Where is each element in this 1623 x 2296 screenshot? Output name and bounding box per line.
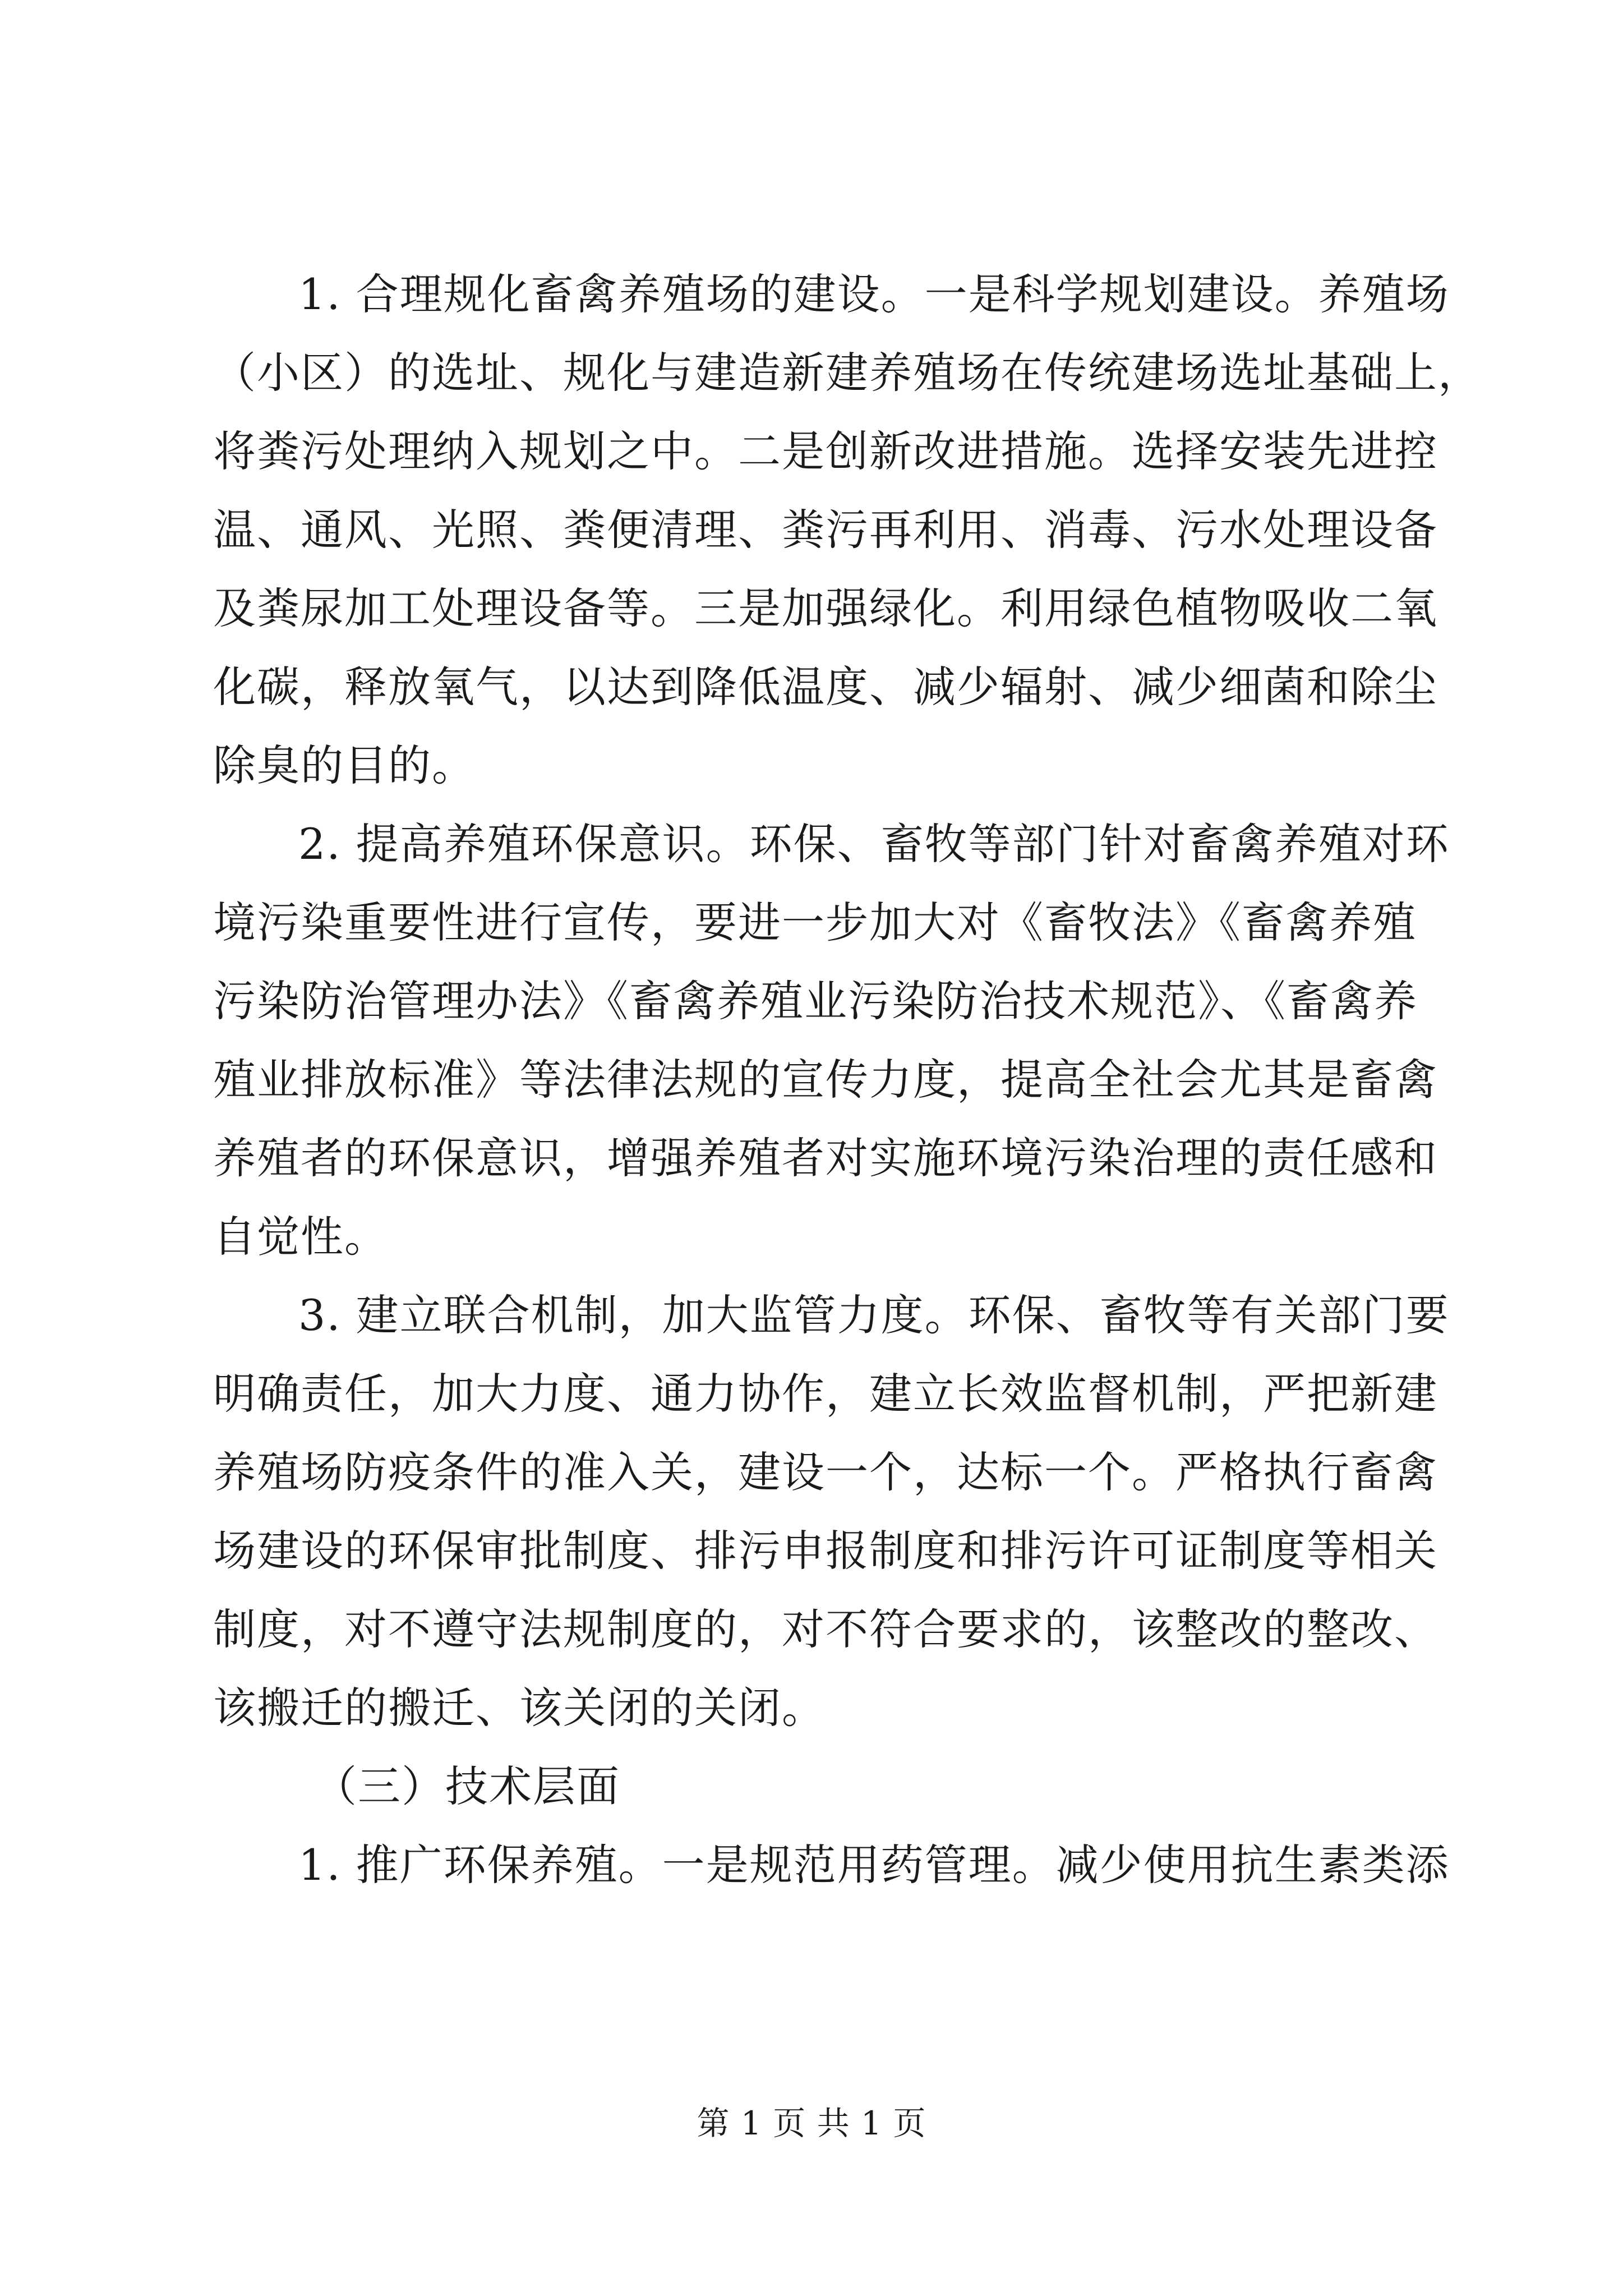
- page-footer: 第 1 页 共 1 页: [697, 2104, 926, 2142]
- paragraph-2-line-2: 境污染重要性进行宣传，要进一步加大对《畜牧法》《畜禽养殖: [213, 898, 1417, 947]
- paragraph-2-line-4: 殖业排放标准》等法律法规的宣传力度，提高全社会尤其是畜禽: [213, 1055, 1438, 1105]
- paragraph-4-line-1: 1. 推广环保养殖。一是规范用药管理。减少使用抗生素类添: [298, 1840, 1450, 1890]
- paragraph-1-line-6: 化碳，释放氧气，以达到降低温度、减少辐射、减少细菌和除尘: [213, 662, 1438, 712]
- paragraph-1-line-1: 1. 合理规化畜禽养殖场的建设。一是科学规划建设。养殖场: [298, 269, 1450, 319]
- paragraph-1-line-2: （小区）的选址、规化与建造新建养殖场在传统建场选址基础上，: [213, 348, 1482, 398]
- document-body: [213, 255, 1482, 1904]
- paragraph-3-line-6: 该搬迁的搬迁、该关闭的关闭。: [213, 1683, 826, 1733]
- paragraph-2-line-3: 污染防治管理办法》《畜禽养殖业污染防治技术规范》、《畜禽养: [213, 976, 1418, 1026]
- paragraph-3-line-5: 制度，对不遵守法规制度的，对不符合要求的，该整改的整改、: [213, 1604, 1438, 1654]
- paragraph-3-line-4: 场建设的环保审批制度、排污申报制度和排污许可证制度等相关: [213, 1526, 1438, 1576]
- paragraph-3-line-3: 养殖场防疫条件的准入关，建设一个，达标一个。严格执行畜禽: [213, 1447, 1438, 1497]
- paragraph-1-line-3: 将粪污处理纳入规划之中。二是创新改进措施。选择安装先进控: [213, 426, 1438, 476]
- paragraph-1-line-7: 除臭的目的。: [213, 740, 476, 790]
- paragraph-1-line-4: 温、通风、光照、粪便清理、粪污再利用、消毒、污水处理设备: [213, 505, 1438, 555]
- paragraph-1-line-5: 及粪尿加工处理设备等。三是加强绿化。利用绿色植物吸收二氧: [213, 583, 1438, 633]
- paragraph-3-line-1: 3. 建立联合机制，加大监管力度。环保、畜牧等有关部门要: [298, 1290, 1450, 1340]
- paragraph-2-line-6: 自觉性。: [213, 1212, 388, 1262]
- paragraph-3-line-2: 明确责任，加大力度、通力协作，建立长效监督机制，严把新建: [213, 1369, 1438, 1419]
- section-heading: （三）技术层面: [314, 1761, 620, 1811]
- paragraph-2-line-1: 2. 提高养殖环保意识。环保、畜牧等部门针对畜禽养殖对环: [298, 819, 1450, 869]
- paragraph-2-line-5: 养殖者的环保意识，增强养殖者对实施环境污染治理的责任感和: [213, 1133, 1438, 1183]
